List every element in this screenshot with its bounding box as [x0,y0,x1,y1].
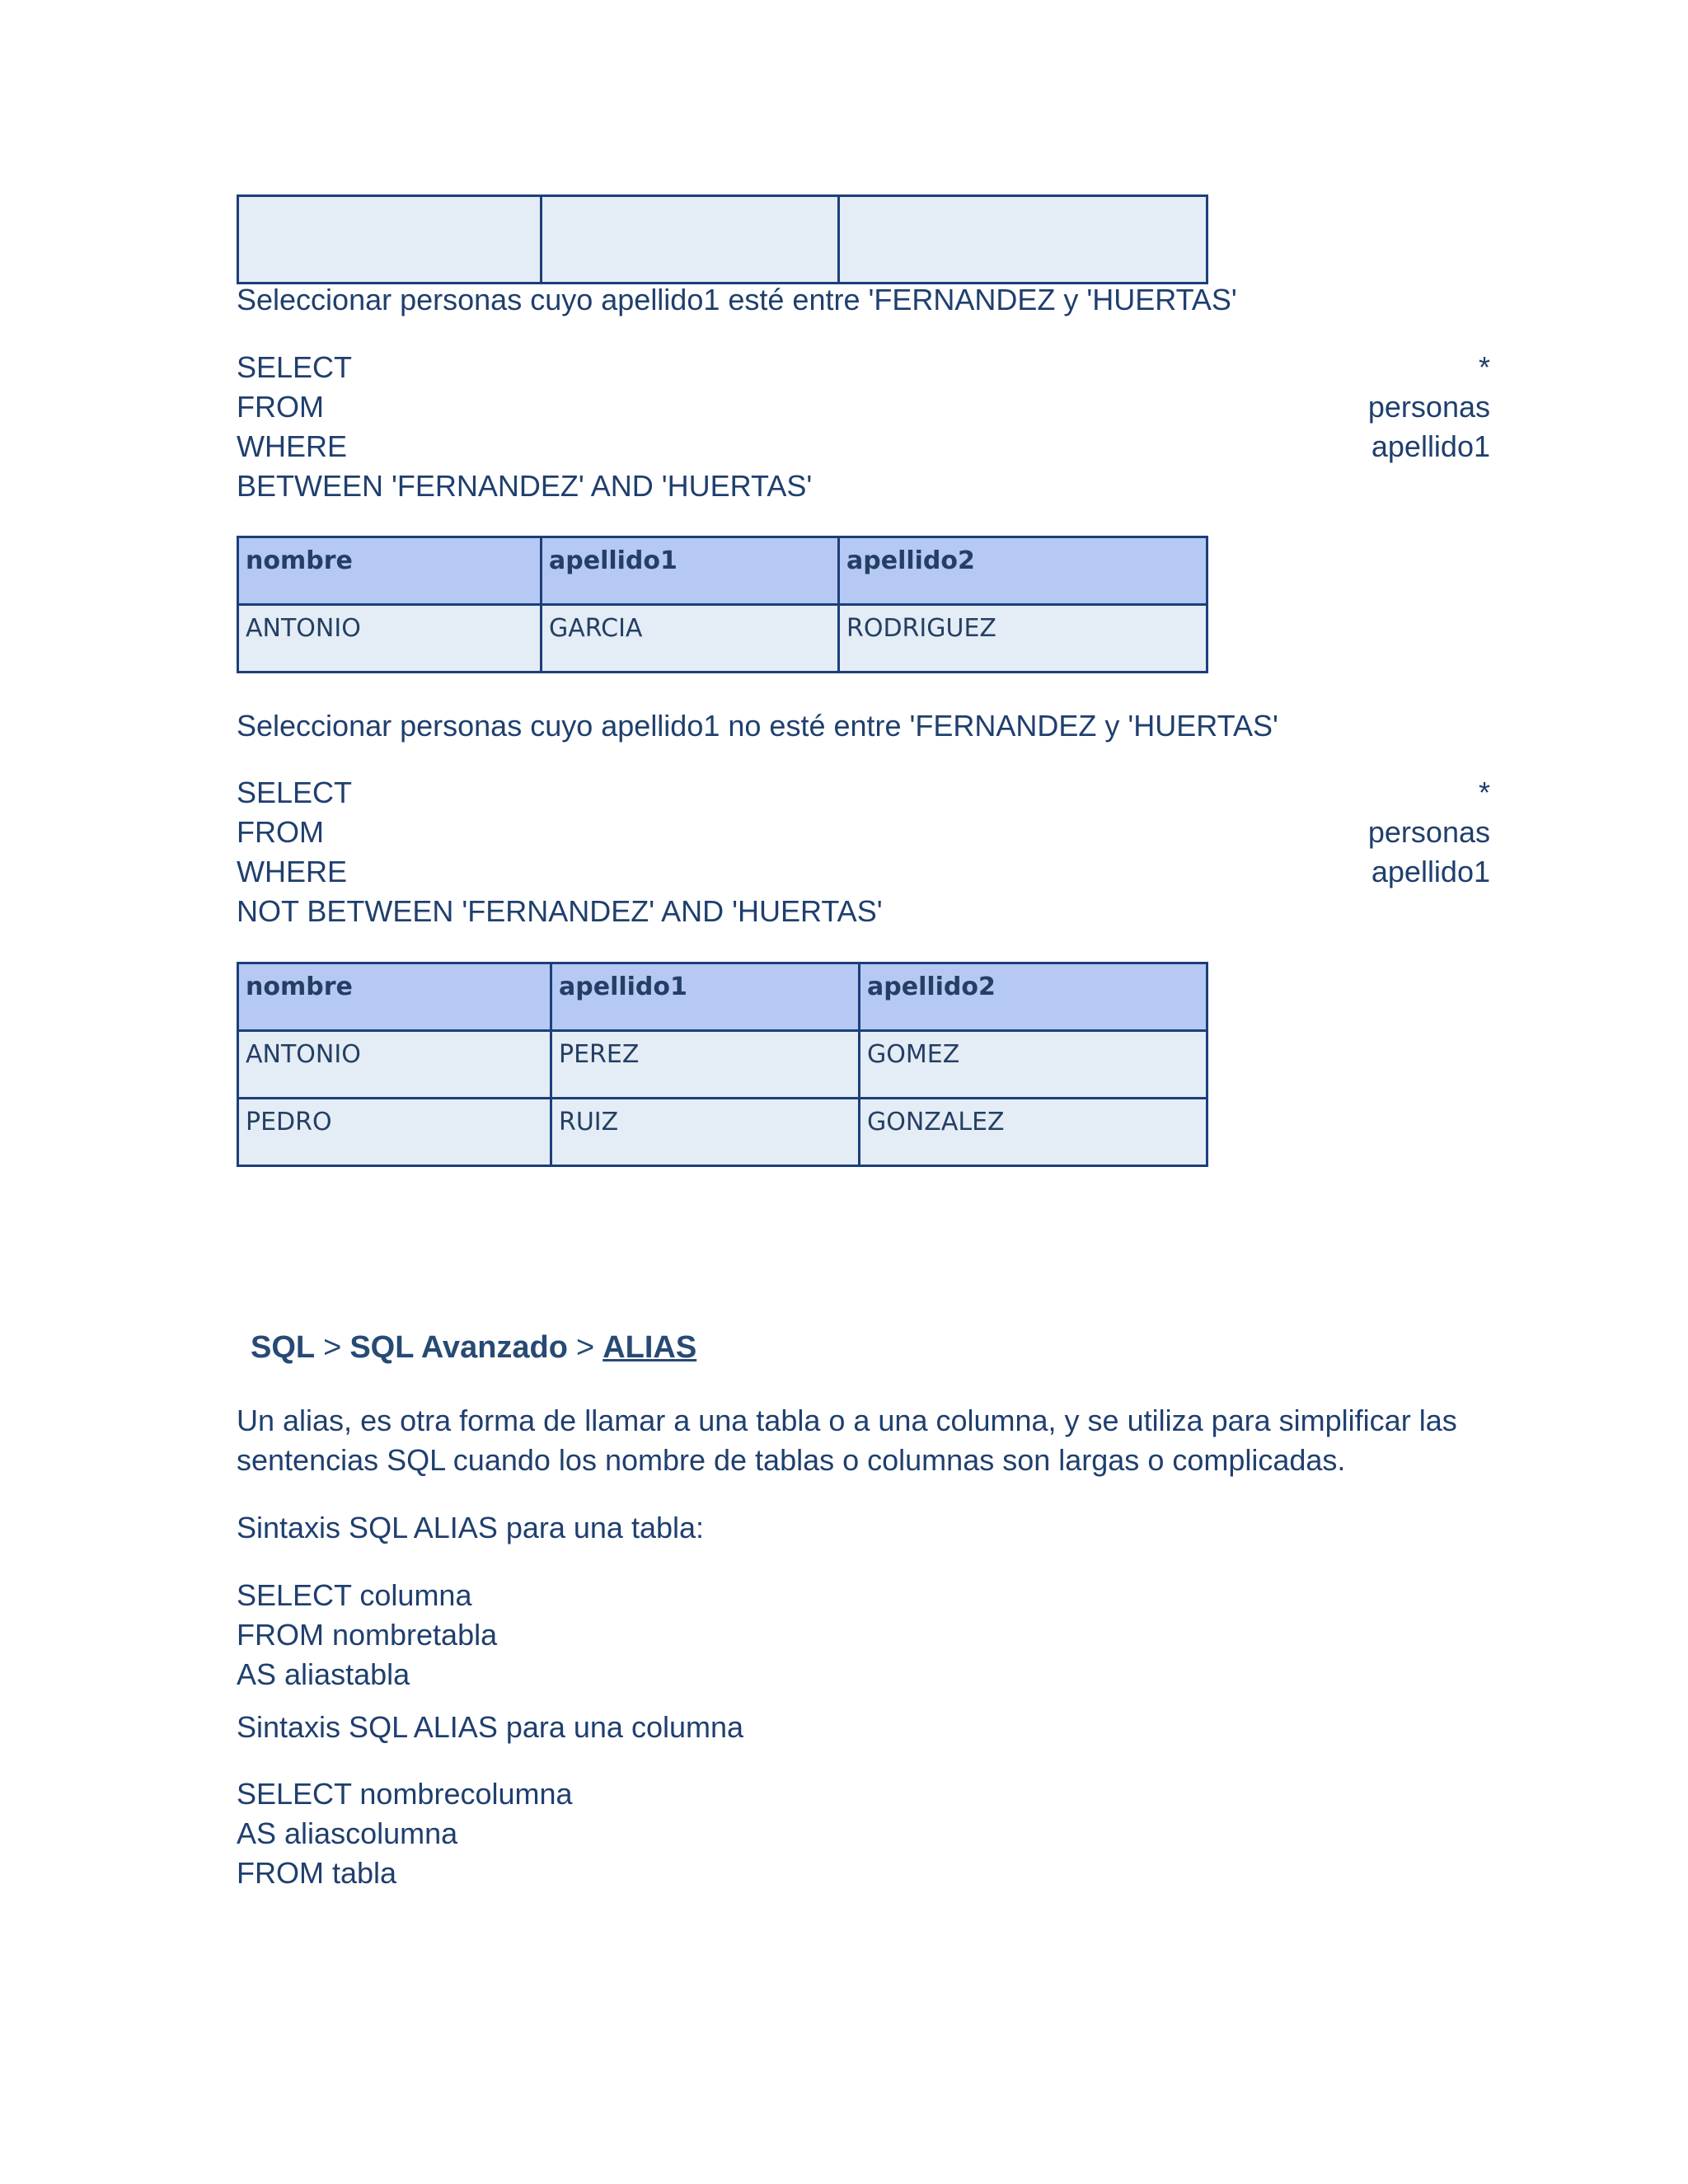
sql-value: * [1478,350,1490,384]
code-line: AS aliascolumna [237,1816,458,1850]
sql-line [237,892,1490,931]
sql-keyword: SELECT [237,350,353,384]
table-cell [542,196,839,284]
breadcrumb-separator: > [575,1330,595,1365]
result-table-2 [237,962,1208,1167]
table-cell: GARCIA [542,605,839,673]
code-line: AS aliastabla [237,1657,410,1691]
sql-keyword: FROM [237,815,324,849]
table-cell [238,196,542,284]
column-header: apellido1 [551,963,860,1031]
section1-sql [237,348,1490,506]
code-line: SELECT nombrecolumna [237,1777,573,1811]
column-header: apellido2 [839,537,1207,605]
sql-keyword: WHERE [237,429,347,463]
sql-value: apellido1 [1371,855,1490,888]
sql-line [237,773,1490,813]
breadcrumb-item-sql[interactable]: SQL [251,1330,316,1365]
table-cell: RUIZ [551,1099,860,1166]
column-header: nombre [238,963,551,1031]
sql-line [237,466,1490,506]
alias-table-syntax-label: Sintaxis SQL ALIAS para una tabla: [237,1511,705,1544]
code-line: FROM nombretabla [237,1618,498,1652]
sql-clause: BETWEEN 'FERNANDEZ' AND 'HUERTAS' [237,469,813,503]
result-table-1 [237,536,1208,673]
table-row [238,196,1207,284]
code-line: FROM tabla [237,1856,397,1890]
sql-value: personas [1367,815,1490,849]
sql-clause: NOT BETWEEN 'FERNANDEZ' AND 'HUERTAS' [237,894,883,928]
sql-line [237,387,1490,427]
section1-heading: Seleccionar personas cuyo apellido1 esté entre 'FERNANDEZ y 'HUERTAS' [237,283,1237,316]
sql-line [237,852,1490,892]
sql-value: apellido1 [1371,429,1490,463]
table-cell: GOMEZ [860,1031,1207,1099]
breadcrumb [251,1327,696,1368]
sql-value: * [1478,776,1490,809]
table-header-row [238,537,1207,605]
alias-table-syntax [237,1576,1490,1694]
sql-keyword: FROM [237,390,324,424]
empty-table [237,194,1208,284]
table-cell: ANTONIO [238,1031,551,1099]
alias-column-syntax [237,1774,1490,1893]
table-cell: PEREZ [551,1031,860,1099]
table-cell: RODRIGUEZ [839,605,1207,673]
table-cell: PEDRO [238,1099,551,1166]
breadcrumb-item-sql-avanzado[interactable]: SQL Avanzado [349,1330,568,1365]
table-row [238,1031,1207,1099]
table-cell [839,196,1207,284]
sql-keyword: SELECT [237,776,353,809]
table-cell: ANTONIO [238,605,542,673]
table-row [238,605,1207,673]
sql-line [237,813,1490,852]
column-header: apellido2 [860,963,1207,1031]
sql-line [237,348,1490,387]
breadcrumb-link-alias[interactable]: ALIAS [603,1330,697,1365]
sql-line [237,427,1490,466]
alias-intro: Un alias, es otra forma de llamar a una tabla o a una columna, y se utiliza para simplificar las sentencias SQL cuando los nombre de tablas o columnas son largas o complicadas. [237,1404,1457,1477]
table-row [238,1099,1207,1166]
column-header: apellido1 [542,537,839,605]
alias-column-syntax-label: Sintaxis SQL ALIAS para una columna [237,1710,744,1744]
section2-sql [237,773,1490,931]
table-header-row [238,963,1207,1031]
column-header: nombre [238,537,542,605]
sql-keyword: WHERE [237,855,347,888]
section2-heading: Seleccionar personas cuyo apellido1 no esté entre 'FERNANDEZ y 'HUERTAS' [237,709,1278,743]
code-line: SELECT columna [237,1578,472,1612]
table-cell: GONZALEZ [860,1099,1207,1166]
sql-value: personas [1367,390,1490,424]
breadcrumb-separator: > [323,1330,342,1365]
